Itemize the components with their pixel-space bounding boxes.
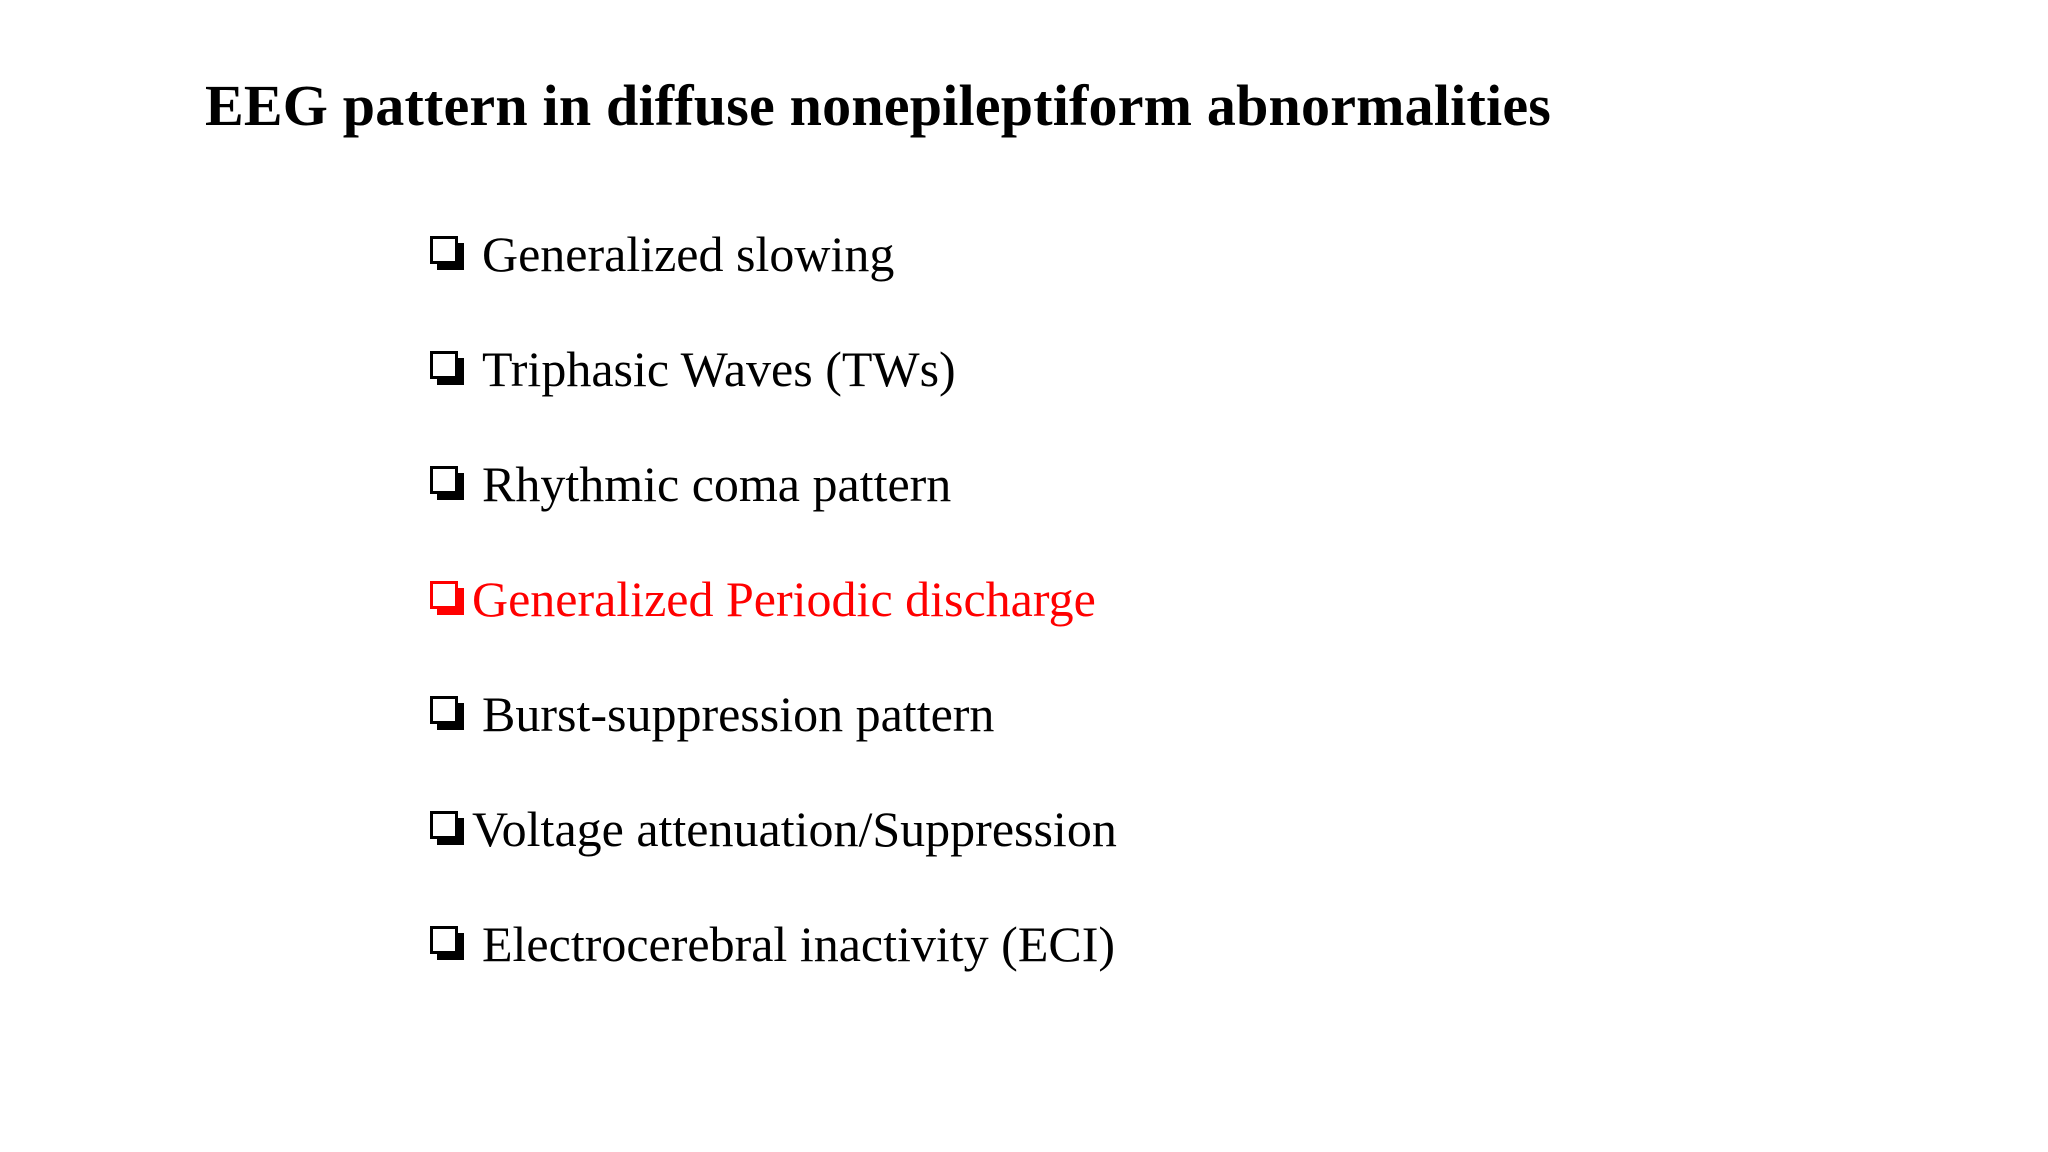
hollow-square-bullet-icon <box>430 466 458 494</box>
list-item-label: Rhythmic coma pattern <box>482 456 952 512</box>
list-item-label: Triphasic Waves (TWs) <box>482 341 956 397</box>
hollow-square-bullet-icon <box>430 581 458 609</box>
slide-title: EEG pattern in diffuse nonepileptiform abnormalities <box>205 73 1552 138</box>
list-item-label: Electrocerebral inactivity (ECI) <box>482 916 1116 972</box>
hollow-square-bullet-icon <box>430 351 458 379</box>
list-item-label: Generalized Periodic discharge <box>472 571 1096 627</box>
list-item-label: Burst-suppression pattern <box>482 686 995 742</box>
hollow-square-bullet-icon <box>430 236 458 264</box>
hollow-square-bullet-icon <box>430 811 458 839</box>
list-item-label: Generalized slowing <box>482 226 895 282</box>
hollow-square-bullet-icon <box>430 696 458 724</box>
hollow-square-bullet-icon <box>430 926 458 954</box>
list-item-label: Voltage attenuation/Suppression <box>472 801 1117 857</box>
